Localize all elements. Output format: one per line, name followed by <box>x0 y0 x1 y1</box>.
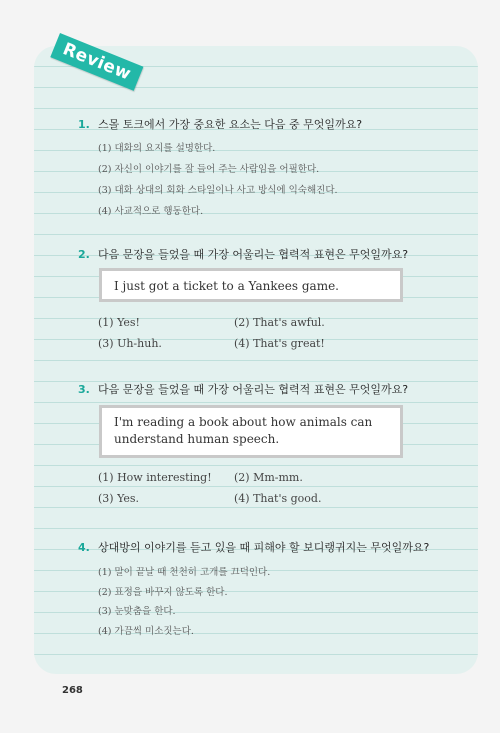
option: (1) 말이 끝날 때 천천히 고개를 끄덕인다. <box>98 567 271 578</box>
option: (4) That's good. <box>234 492 322 505</box>
option: (4) That's great! <box>234 337 325 350</box>
sentence-line: understand human speech. <box>114 432 280 446</box>
option: (1) How interesting! <box>98 471 212 484</box>
option: (1) 대화의 요지를 설명한다. <box>98 143 216 154</box>
sentence-box <box>99 268 403 302</box>
option: (3) 눈맞춤을 한다. <box>98 606 176 617</box>
option: (3) Yes. <box>98 492 140 505</box>
question-4 <box>78 539 429 555</box>
option: (4) 사교적으로 행동한다. <box>98 206 204 217</box>
option: (3) 대화 상대의 회화 스타일이나 사고 방식에 익숙해진다. <box>98 185 338 196</box>
option: (3) Uh-huh. <box>98 337 162 350</box>
page-number: 268 <box>62 685 83 696</box>
question-number: 3. <box>78 383 90 396</box>
option: (2) Mm-mm. <box>234 471 303 484</box>
option: (1) Yes! <box>98 316 140 329</box>
sentence-line: I'm reading a book about how animals can <box>114 415 373 429</box>
question-3 <box>78 381 408 397</box>
option: (2) 자신이 이야기를 잘 들어 주는 사람임을 어필한다. <box>98 164 320 175</box>
question-number: 2. <box>78 248 90 261</box>
sentence-text: I just got a ticket to a Yankees game. <box>114 279 339 293</box>
question-text: 다음 문장을 들었을 때 가장 어울리는 협력적 표현은 무엇일까요? <box>98 383 409 396</box>
review-tab: Review <box>50 33 143 91</box>
sentence-box <box>99 405 403 458</box>
question-text: 다음 문장을 들었을 때 가장 어울리는 협력적 표현은 무엇일까요? <box>98 248 409 261</box>
question-text: 스몰 토크에서 가장 중요한 요소는 다음 중 무엇일까요? <box>98 118 363 131</box>
question-number: 1. <box>78 118 90 131</box>
question-text: 상대방의 이야기를 듣고 있을 때 피해야 할 보디랭귀지는 무엇일까요? <box>98 541 430 554</box>
question-2 <box>78 246 408 262</box>
question-1 <box>78 116 362 132</box>
option: (4) 가끔씩 미소짓는다. <box>98 626 194 637</box>
question-number: 4. <box>78 541 90 554</box>
option: (2) That's awful. <box>234 316 325 329</box>
option: (2) 표정을 바꾸지 않도록 한다. <box>98 587 228 598</box>
